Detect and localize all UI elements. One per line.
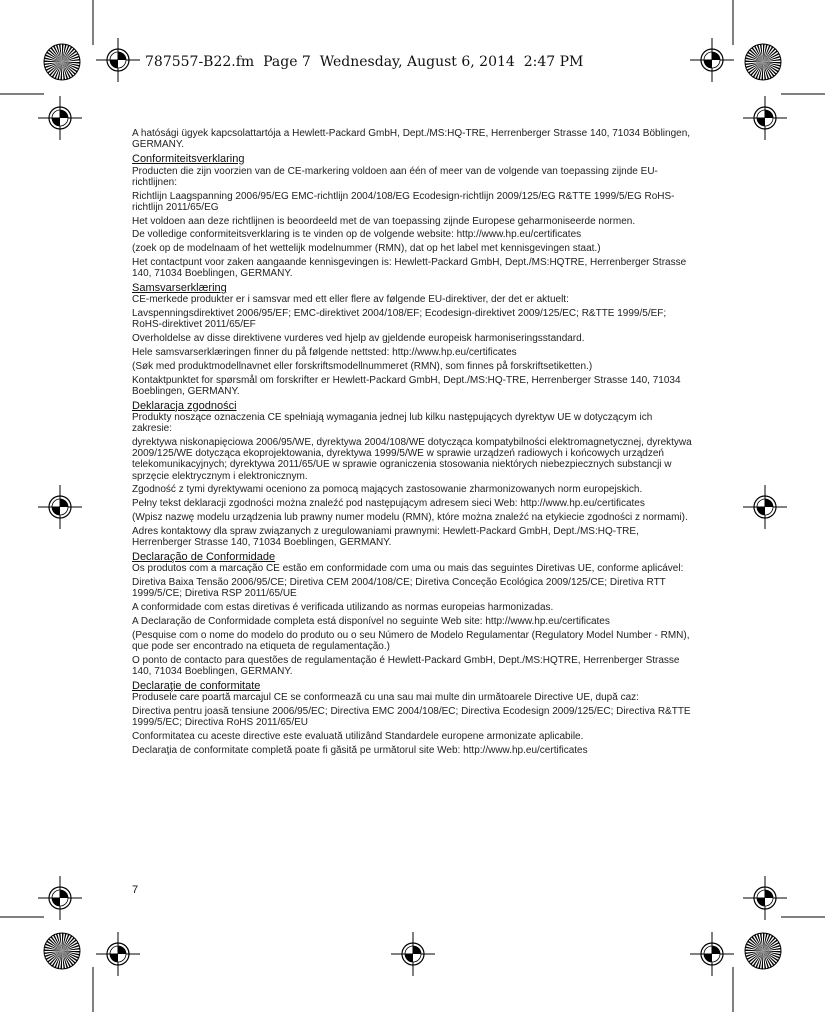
registration-mark-icon bbox=[96, 932, 140, 976]
paragraph: Produkty noszące oznaczenia CE spełniają wymagania jednej lub kilku następujących dyrektyw UE w dotyczącym ich zakresie: bbox=[132, 412, 653, 435]
registration-mark-icon bbox=[391, 932, 435, 976]
paragraph: Producten die zijn voorzien van de CE-markering voldoen aan één of meer van de volgende van toepassing zijnde EU-richtlijnen: bbox=[132, 165, 658, 188]
paragraph: Overholdelse av disse direktivene vurderes ved hjelp av gjeldende europeisk harmoniseringsstandard. bbox=[132, 333, 585, 345]
paragraph: Richtlijn Laagspanning 2006/95/EG EMC-richtlijn 2004/108/EG Ecodesign-richtlijn 2009/125/EG R&TTE 1999/5/EG RoHS-richtlijn 2011/65/EG bbox=[132, 190, 675, 213]
paragraph: (zoek op de modelnaam of het wettelijk modelnummer (RMN), dat op het label met kennisgevingen staat.) bbox=[132, 243, 601, 255]
paragraph: Lavspenningsdirektivet 2006/95/EF; EMC-direktivet 2004/108/EF; Ecodesign-direktivet 2009/125/EC; R&TTE 1999/5/EF; RoHS-direktivet 2011/65/EF bbox=[132, 308, 667, 331]
registration-mark-icon bbox=[743, 485, 787, 529]
section-heading: Deklaracja zgodności bbox=[132, 399, 237, 412]
paragraph: Het voldoen aan deze richtlijnen is beoordeeld met de van toepassing zijnde Europese geharmoniseerde normen. bbox=[132, 215, 636, 227]
paragraph: Adres kontaktowy dla spraw związanych z uregulowaniami prawnymi: Hewlett-Packard GmbH, Dept./MS:HQ-TRE, Herrenberger Strasse 140, 71034 Boeblingen, GERMANY. bbox=[132, 525, 639, 549]
document-body bbox=[132, 128, 692, 759]
page-header bbox=[145, 54, 583, 70]
paragraph: CE-merkede produkter er i samsvar med ett eller flere av følgende EU-direktiver, der det er aktuelt: bbox=[132, 294, 569, 306]
paragraph: A hatósági ügyek kapcsolattartója a Hewlett-Packard GmbH, Dept./MS:HQ-TRE, Herrenberger Strasse 140, 71034 Böblingen, GERMANY. bbox=[132, 128, 691, 151]
section-heading: Declaraţie de conformitate bbox=[132, 679, 261, 692]
paragraph: (Søk med produktmodellnavnet eller forskriftsmodellnummeret (RMN), som finnes på forskriftsetiketten.) bbox=[132, 360, 593, 372]
header-page: Page 7 bbox=[263, 54, 311, 70]
registration-mark-icon bbox=[96, 38, 140, 82]
registration-mark-icon bbox=[743, 96, 787, 140]
registration-mark-icon bbox=[38, 876, 82, 920]
paragraph: O ponto de contacto para questões de regulamentação é Hewlett-Packard GmbH, Dept./MS:HQTRE, Herrenberger Strasse 140, 71034 Boeblingen, GERMANY. bbox=[132, 654, 680, 677]
paragraph: A Declaração de Conformidade completa está disponível no seguinte Web site: http://www.hp.eu/certificates bbox=[132, 615, 610, 627]
star-target-icon bbox=[42, 931, 82, 971]
paragraph: Declaraţia de conformitate completă poate fi găsită pe următorul site Web: http://www.hp.eu/certificates bbox=[132, 744, 588, 756]
section-heading: Declaração de Conformidade bbox=[132, 550, 276, 563]
paragraph: Het contactpunt voor zaken aangaande kennisgevingen is: Hewlett-Packard GmbH, Dept./MS:HQTRE, Herrenberger Strasse 140, 71034 Boeblingen, GERMANY. bbox=[132, 256, 687, 280]
paragraph: dyrektywa niskonapięciowa 2006/95/WE, dyrektywa 2004/108/WE dotycząca kompatybilności elektromagnetycznej, dyrektywa 2009/125/WE dotycząca ekoprojektowania, dyrektywa 1999/5/WE w sprawie urządzeń radiowych i końcowych urządzeń telekomunikacyjnych; dyrektywa 2011/65/UE w sprawie ograniczenia stosowania niektórych niebezpiecznych substancji w sprzęcie elektrycznym i elektronicznym. bbox=[132, 437, 692, 482]
paragraph: Diretiva Baixa Tensão 2006/95/CE; Diretiva CEM 2004/108/CE; Diretiva Conceção Ecológica 2009/125/CE; Diretiva RTT 1999/5/CE; Diretiva RSP 2011/65/UE bbox=[132, 577, 666, 600]
paragraph: Directiva pentru joasă tensiune 2006/95/EC; Directiva EMC 2004/108/EC; Directiva Ecodesign 2009/125/EC; Directiva R&TTE 1999/5/EC; Directiva RoHS 2011/65/EU bbox=[132, 706, 691, 729]
paragraph: (Pesquise com o nome do modelo do produto ou o seu Número de Modelo Regulamentar (Regulatory Model Number - RMN), que pode ser encontrado na etiqueta de regulamentação.) bbox=[132, 629, 690, 652]
paragraph: (Wpisz nazwę modelu urządzenia lub prawny numer modelu (RMN), które można znaleźć na etykiecie zgodności z normami). bbox=[132, 512, 688, 524]
page-number: 7 bbox=[132, 884, 139, 896]
registration-mark-icon bbox=[743, 876, 787, 920]
header-filename: 787557-B22.fm bbox=[145, 54, 255, 70]
registration-mark-icon bbox=[38, 96, 82, 140]
section-heading: Samsvarserklæring bbox=[132, 281, 227, 294]
section-heading: Conformiteitsverklaring bbox=[132, 153, 245, 165]
paragraph: De volledige conformiteitsverklaring is te vinden op de volgende website: http://www.hp.eu/certificates bbox=[132, 229, 582, 241]
registration-mark-icon bbox=[690, 932, 734, 976]
paragraph: Os produtos com a marcação CE estão em conformidade com uma ou mais das seguintes Diretivas UE, conforme aplicável: bbox=[132, 563, 684, 575]
header-date: Wednesday, August 6, 2014 bbox=[319, 54, 515, 70]
paragraph: A conformidade com estas diretivas é verificada utilizando as normas europeias harmonizadas. bbox=[132, 602, 554, 614]
paragraph: Produsele care poartă marcajul CE se conformează cu una sau mai multe din următoarele Directive UE, după caz: bbox=[132, 692, 639, 704]
paragraph: Pełny tekst deklaracji zgodności można znaleźć pod następującym adresem sieci Web: http://www.hp.eu/certificates bbox=[132, 498, 645, 510]
registration-mark-icon bbox=[690, 38, 734, 82]
paragraph: Conformitatea cu aceste directive este evaluată utilizând Standardele europene armonizate aplicabile. bbox=[132, 731, 584, 743]
star-target-icon bbox=[743, 42, 783, 82]
header-time: 2:47 PM bbox=[523, 54, 584, 70]
star-target-icon bbox=[743, 931, 783, 971]
paragraph: Kontaktpunktet for spørsmål om forskrifter er Hewlett-Packard GmbH, Dept./MS:HQ-TRE, Herrenberger Strasse 140, 71034 Boeblingen, GERMANY. bbox=[132, 374, 681, 397]
star-target-icon bbox=[42, 42, 82, 82]
registration-mark-icon bbox=[38, 485, 82, 529]
paragraph: Zgodność z tymi dyrektywami oceniono za pomocą mających zastosowanie zharmonizowanych norm europejskich. bbox=[132, 484, 643, 496]
paragraph: Hele samsvarserklæringen finner du på følgende nettsted: http://www.hp.eu/certificates bbox=[132, 346, 517, 358]
